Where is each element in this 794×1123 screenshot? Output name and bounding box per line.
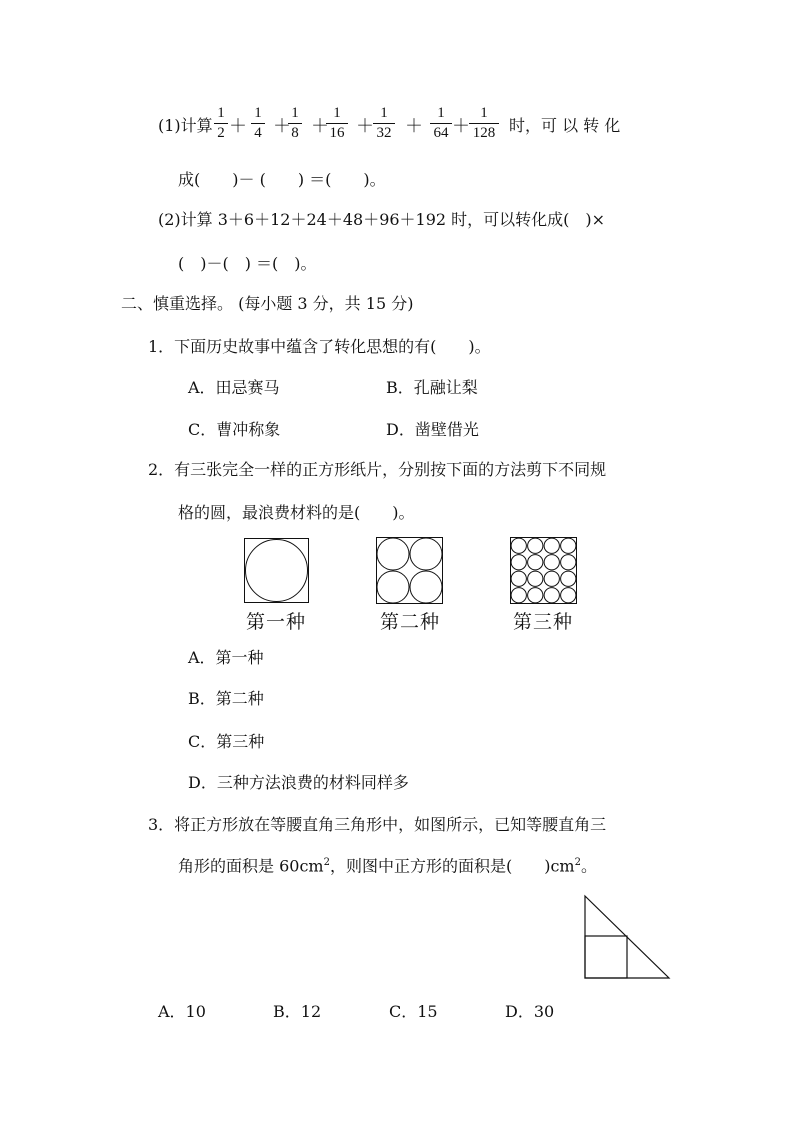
mc2-option-a[interactable]: A．第一种	[188, 648, 264, 667]
circle	[377, 571, 409, 603]
fraction-denominator: 8	[291, 125, 299, 141]
circle	[544, 571, 559, 586]
plus-sign: ＋	[405, 116, 423, 137]
figure-sixteen-circles	[510, 537, 577, 604]
fraction-1-32	[373, 106, 395, 141]
q1-line2: 成( )－ ( ) ＝( )。	[178, 170, 386, 189]
fraction-1-64	[430, 106, 452, 141]
fraction-1-4	[251, 106, 265, 141]
fraction-denominator: 64	[433, 125, 449, 141]
mc3-option-a[interactable]: A．10	[158, 1002, 206, 1021]
circle	[528, 538, 543, 553]
figure-one-circle	[244, 538, 309, 603]
circle	[561, 571, 576, 586]
figure-label-3: 第三种	[513, 611, 574, 633]
fraction-denominator: 4	[254, 125, 262, 141]
square-paper	[245, 539, 309, 603]
circle	[511, 538, 526, 553]
mc1-option-a[interactable]: A．田忌赛马	[188, 378, 280, 397]
mc1-option-b[interactable]: B．孔融让梨	[386, 378, 478, 397]
mc2-option-b[interactable]: B．第二种	[188, 689, 264, 708]
figure-label-1: 第一种	[246, 611, 307, 633]
q2-line2: ( )－( ) ＝( )。	[178, 254, 317, 273]
circle	[246, 540, 308, 602]
mc2-stem-line1: 2．有三张完全一样的正方形纸片，分别按下面的方法剪下不同规	[148, 460, 607, 479]
circle	[410, 571, 442, 603]
mc2-stem-line2: 格的圆，最浪费材料的是( )。	[178, 503, 415, 522]
square-paper	[511, 538, 577, 604]
fraction-numerator: 1	[333, 105, 341, 121]
circle	[561, 538, 576, 553]
mc3-option-c[interactable]: C．15	[389, 1002, 438, 1021]
mc3-stem-part-b: ，则图中正方形的面积是( )cm	[329, 856, 575, 876]
mc3-option-b[interactable]: B．12	[273, 1002, 322, 1021]
circle	[511, 555, 526, 570]
square-paper	[377, 538, 443, 604]
fraction-1-2	[214, 106, 228, 141]
plus-sign: ＋	[452, 116, 470, 137]
circle	[544, 588, 559, 603]
q1-suffix: 时，可 以 转 化	[509, 116, 621, 135]
circle	[528, 571, 543, 586]
mc2-option-c[interactable]: C．第三种	[188, 732, 265, 751]
mc1-option-c[interactable]: C．曹冲称象	[188, 420, 281, 439]
fraction-1-8	[288, 106, 302, 141]
fraction-numerator: 1	[254, 105, 262, 121]
circle	[511, 588, 526, 603]
fraction-numerator: 1	[291, 105, 299, 121]
mc3-stem-line2	[178, 858, 597, 874]
superscript-2: 2	[574, 857, 581, 868]
mc3-stem-line1: 3．将正方形放在等腰直角三角形中，如图所示，已知等腰直角三	[148, 815, 607, 834]
circle	[561, 588, 576, 603]
circle	[377, 538, 409, 570]
plus-sign: ＋	[311, 116, 329, 137]
circle	[544, 555, 559, 570]
figure-four-circles	[376, 537, 443, 604]
fraction-denominator: 2	[217, 125, 225, 141]
fraction-numerator: 1	[437, 105, 445, 121]
plus-sign: ＋	[229, 116, 247, 137]
circle	[561, 555, 576, 570]
fraction-1-16	[326, 106, 348, 141]
figure-label-2: 第二种	[380, 611, 441, 633]
mc3-option-d[interactable]: D．30	[505, 1002, 555, 1021]
triangle-square-figure	[582, 894, 672, 982]
fraction-numerator: 1	[480, 105, 488, 121]
mc3-stem-part-a: 角形的面积是 60cm	[178, 856, 324, 876]
circle	[528, 588, 543, 603]
circle	[511, 571, 526, 586]
q1-prefix: (1)计算	[158, 116, 213, 135]
mc3-stem-end: 。	[580, 856, 597, 876]
mc2-option-d[interactable]: D．三种方法浪费的材料同样多	[188, 773, 409, 792]
plus-sign: ＋	[273, 116, 291, 137]
circle	[410, 538, 442, 570]
circle	[528, 555, 543, 570]
superscript-2: 2	[323, 857, 330, 868]
fraction-denominator: 128	[472, 125, 496, 141]
fraction-denominator: 32	[376, 125, 392, 141]
fraction-numerator: 1	[380, 105, 388, 121]
mc1-option-d[interactable]: D．凿壁借光	[386, 420, 479, 439]
mc1-stem: 1．下面历史故事中蕴含了转化思想的有( )。	[148, 337, 491, 356]
section-heading: 二、慎重选择。 (每小题 3 分，共 15 分)	[121, 294, 414, 313]
fraction-1-128	[469, 106, 499, 141]
circle	[544, 538, 559, 553]
fraction-denominator: 16	[329, 125, 345, 141]
q2-line1: (2)计算 3＋6＋12＋24＋48＋96＋192 时，可以转化成( )×	[158, 210, 606, 229]
plus-sign: ＋	[356, 116, 374, 137]
fraction-numerator: 1	[217, 105, 225, 121]
inscribed-square	[585, 936, 627, 978]
